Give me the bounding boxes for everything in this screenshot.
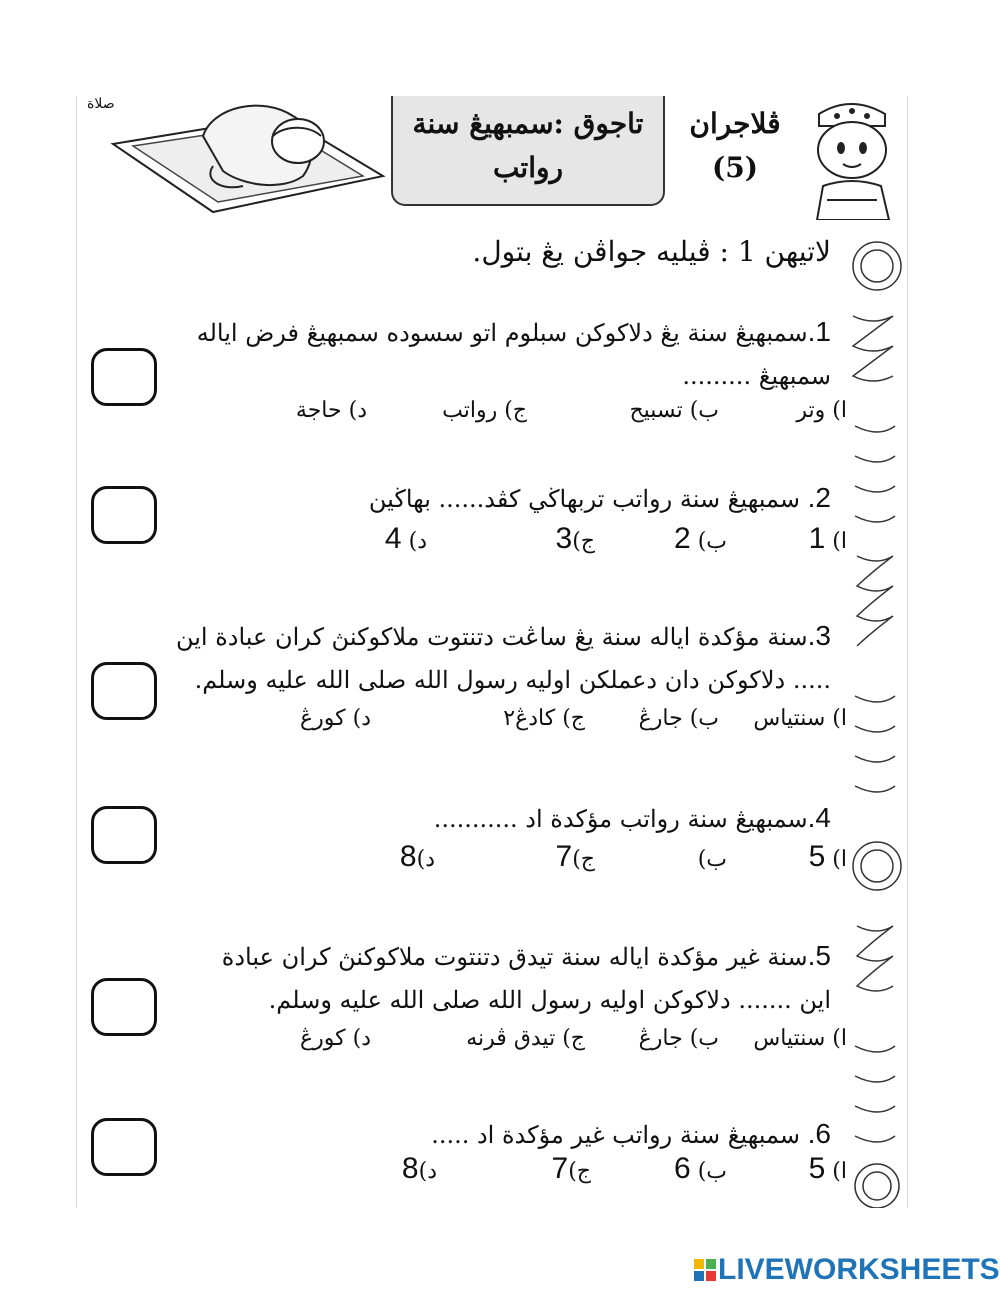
answer-box-4[interactable] [91, 806, 157, 864]
option-d: د) كورڠ [300, 706, 371, 731]
question-5-number: 5. [807, 940, 831, 971]
liveworksheets-brand[interactable] [694, 1255, 1000, 1285]
option-d: د)8 [401, 1152, 437, 1185]
question-1-options [207, 398, 847, 438]
boy-cartoon-illustration [797, 96, 905, 220]
lesson-title-line2: رواتب [492, 151, 564, 184]
option-b: ب) تسبيح [629, 398, 719, 423]
option-a: ا) وتر [796, 398, 847, 423]
option-b: ب) 2 [674, 522, 727, 555]
option-c: ج)7 [555, 840, 595, 873]
answer-box-3[interactable] [91, 662, 157, 720]
decorative-side-border [843, 226, 905, 1208]
question-1-number: 1. [807, 316, 831, 347]
option-c: ج) رواتب [442, 398, 527, 423]
unit-label [675, 102, 795, 190]
salah-caption: صلاة [87, 96, 115, 112]
question-3-options [207, 706, 847, 746]
question-3-number: 3. [807, 620, 831, 651]
question-6-number: 6. [807, 1118, 831, 1149]
brand-name: LIVEWORKSHEETS [718, 1253, 1000, 1286]
answer-box-1[interactable] [91, 348, 157, 406]
question-4-line1 [217, 796, 831, 841]
question-3-line1 [173, 614, 831, 659]
option-a: ا) 5 [808, 1152, 847, 1185]
option-d: د) 4 [384, 522, 427, 555]
answer-box-5[interactable] [91, 978, 157, 1036]
option-d: د) كورڠ [300, 1026, 371, 1051]
answer-box-2[interactable] [91, 486, 157, 544]
question-3-text: سنة مؤكدة اياله سنة يڠ ساڠت دتنتوت ملاكوكنڽ كران عبادة اين [175, 623, 808, 651]
question-6-line1 [217, 1112, 831, 1157]
option-d: د) حاجة [295, 398, 367, 423]
question-6-options [207, 1152, 847, 1192]
liveworksheets-logo-icon [694, 1259, 716, 1281]
question-5-options [207, 1026, 847, 1066]
lesson-title-box [391, 96, 665, 206]
question-3-line2: ..... دلاكوكن دان دعملكن اوليه رسول الله صلى الله عليه وسلم. [194, 666, 831, 694]
question-1-line2: سمبهيڠ ......... [682, 362, 831, 390]
question-1-line1 [196, 310, 831, 355]
question-4-number: 4. [807, 802, 831, 833]
lesson-title-line1: تاجوق :سمبهيڠ سنة [412, 107, 644, 140]
option-a: ا) 5 [808, 840, 847, 873]
question-5-text: سنة غير مؤكدة اياله سنة تيدق دتنتوت ملاكوكنڽ كران عبادة [221, 943, 808, 971]
option-b: ب) جارڠ [638, 706, 719, 731]
option-a: ا) سنتياس [753, 1026, 847, 1051]
option-b: ب) [697, 847, 727, 872]
question-5-line1 [207, 934, 831, 979]
question-5-line2: اين ....... دلاكوكن اوليه رسول الله صلى الله عليه وسلم. [268, 986, 831, 1014]
question-4-text: سمبهيڠ سنة رواتب مؤكدة اد ........... [433, 805, 808, 833]
option-d: د)8 [399, 840, 435, 873]
question-6-text: سمبهيڠ سنة رواتب غير مؤكدة اد ..... [431, 1121, 800, 1149]
question-2-line1 [217, 476, 831, 521]
option-c: ج) تيدق ڤرنه [466, 1026, 585, 1051]
option-c: ج)7 [551, 1152, 591, 1185]
option-a: ا) 1 [808, 522, 847, 555]
question-1-text: سمبهيڠ سنة يڠ دلاكوكن سبلوم اتو سسوده سمبهيڠ فرض اياله [196, 319, 808, 347]
option-c: ج)3 [555, 522, 595, 555]
option-c: ج) كادڠ٢ [503, 706, 585, 731]
option-b: ب) 6 [674, 1152, 727, 1185]
worksheet-page [76, 96, 908, 1208]
unit-label-number: (5) [712, 151, 758, 184]
option-a: ا) سنتياس [753, 706, 847, 731]
prayer-mat-illustration [93, 96, 393, 214]
exercise-instruction: لاتيهن 1 : ڤيليه جواڤن يڠ بتول. [472, 235, 831, 268]
option-b: ب) جارڠ [638, 1026, 719, 1051]
answer-box-6[interactable] [91, 1118, 157, 1176]
question-2-options [207, 522, 847, 562]
unit-label-word: ڤلاجران [689, 107, 781, 140]
question-4-options [207, 840, 847, 880]
question-2-number: 2. [807, 482, 831, 513]
question-2-text: سمبهيڠ سنة رواتب تربهاڬي كڤد...... بهاڬين [368, 485, 800, 513]
